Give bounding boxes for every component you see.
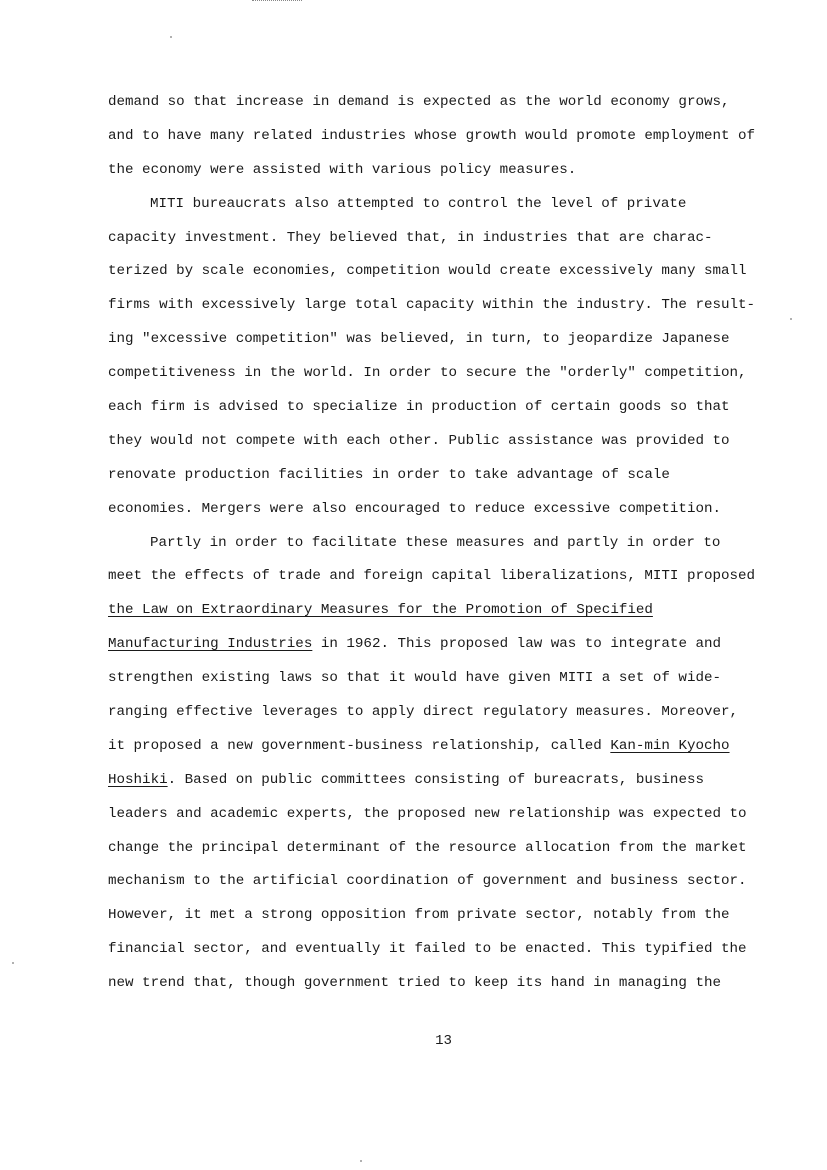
text-line: [108, 628, 758, 662]
text-line: leaders and academic experts, the proposed new relationship was expected to: [108, 805, 747, 822]
text-line: mechanism to the artificial coordination of government and business sector.: [108, 873, 747, 890]
scan-artifact-mark: [252, 0, 302, 4]
text-line: MITI bureaucrats also attempted to control the level of private: [150, 195, 687, 212]
text-line: strengthen existing laws so that it would have given MITI a set of wide-: [108, 670, 721, 687]
text-line: terized by scale economies, competition would create excessively many small: [108, 263, 747, 280]
scan-speck: [12, 962, 14, 964]
text-line: change the principal determinant of the resource allocation from the market: [108, 839, 747, 856]
text-line: and to have many related industries whose growth would promote employment of: [108, 127, 756, 144]
text-line: they would not compete with each other. Public assistance was provided to: [108, 432, 730, 449]
text-line: [108, 764, 758, 798]
text-line: the economy were assisted with various policy measures.: [108, 161, 577, 178]
text-segment: it proposed a new government-business relationship, called: [108, 737, 611, 754]
text-line: financial sector, and eventually it failed to be enacted. This typified the: [108, 941, 747, 958]
text-line: capacity investment. They believed that, in industries that are charac-: [108, 229, 713, 246]
term-underlined: Hoshiki: [108, 771, 168, 788]
text-line: competitiveness in the world. In order to secure the "orderly" competition,: [108, 365, 747, 382]
text-line: firms with excessively large total capacity within the industry. The result-: [108, 297, 756, 314]
scan-speck: [790, 318, 792, 320]
text-line: meet the effects of trade and foreign capital liberalizations, MITI proposed: [108, 568, 756, 585]
text-line: However, it met a strong opposition from private sector, notably from the: [108, 907, 730, 924]
text-line: economies. Mergers were also encouraged to reduce excessive competition.: [108, 500, 721, 517]
law-title-underlined: Manufacturing Industries: [108, 636, 313, 653]
law-title-underlined: the Law on Extraordinary Measures for the Promotion of Specified: [108, 602, 653, 619]
text-line: ranging effective leverages to apply direct regulatory measures. Moreover,: [108, 704, 739, 721]
term-underlined: Kan-min Kyocho: [610, 737, 730, 754]
text-segment: . Based on public committees consisting of bureacrats, business: [167, 771, 704, 788]
scan-speck: [360, 1160, 362, 1162]
text-line: each firm is advised to specialize in production of certain goods so that: [108, 399, 730, 416]
body-text: [108, 86, 758, 1001]
text-line: renovate production facilities in order to take advantage of scale: [108, 466, 670, 483]
text-segment: in 1962. This proposed law was to integrate and: [312, 636, 722, 653]
scan-speck: [170, 36, 172, 38]
text-line: demand so that increase in demand is expected as the world economy grows,: [108, 94, 730, 110]
page-number: 13: [435, 1033, 452, 1049]
text-line: new trend that, though government tried to keep its hand in managing the: [108, 975, 721, 992]
text-line: ing "excessive competition" was believed, in turn, to jeopardize Japanese: [108, 331, 730, 348]
text-line: [108, 594, 758, 628]
text-line: Partly in order to facilitate these measures and partly in order to: [150, 534, 721, 551]
text-line: [108, 730, 758, 764]
